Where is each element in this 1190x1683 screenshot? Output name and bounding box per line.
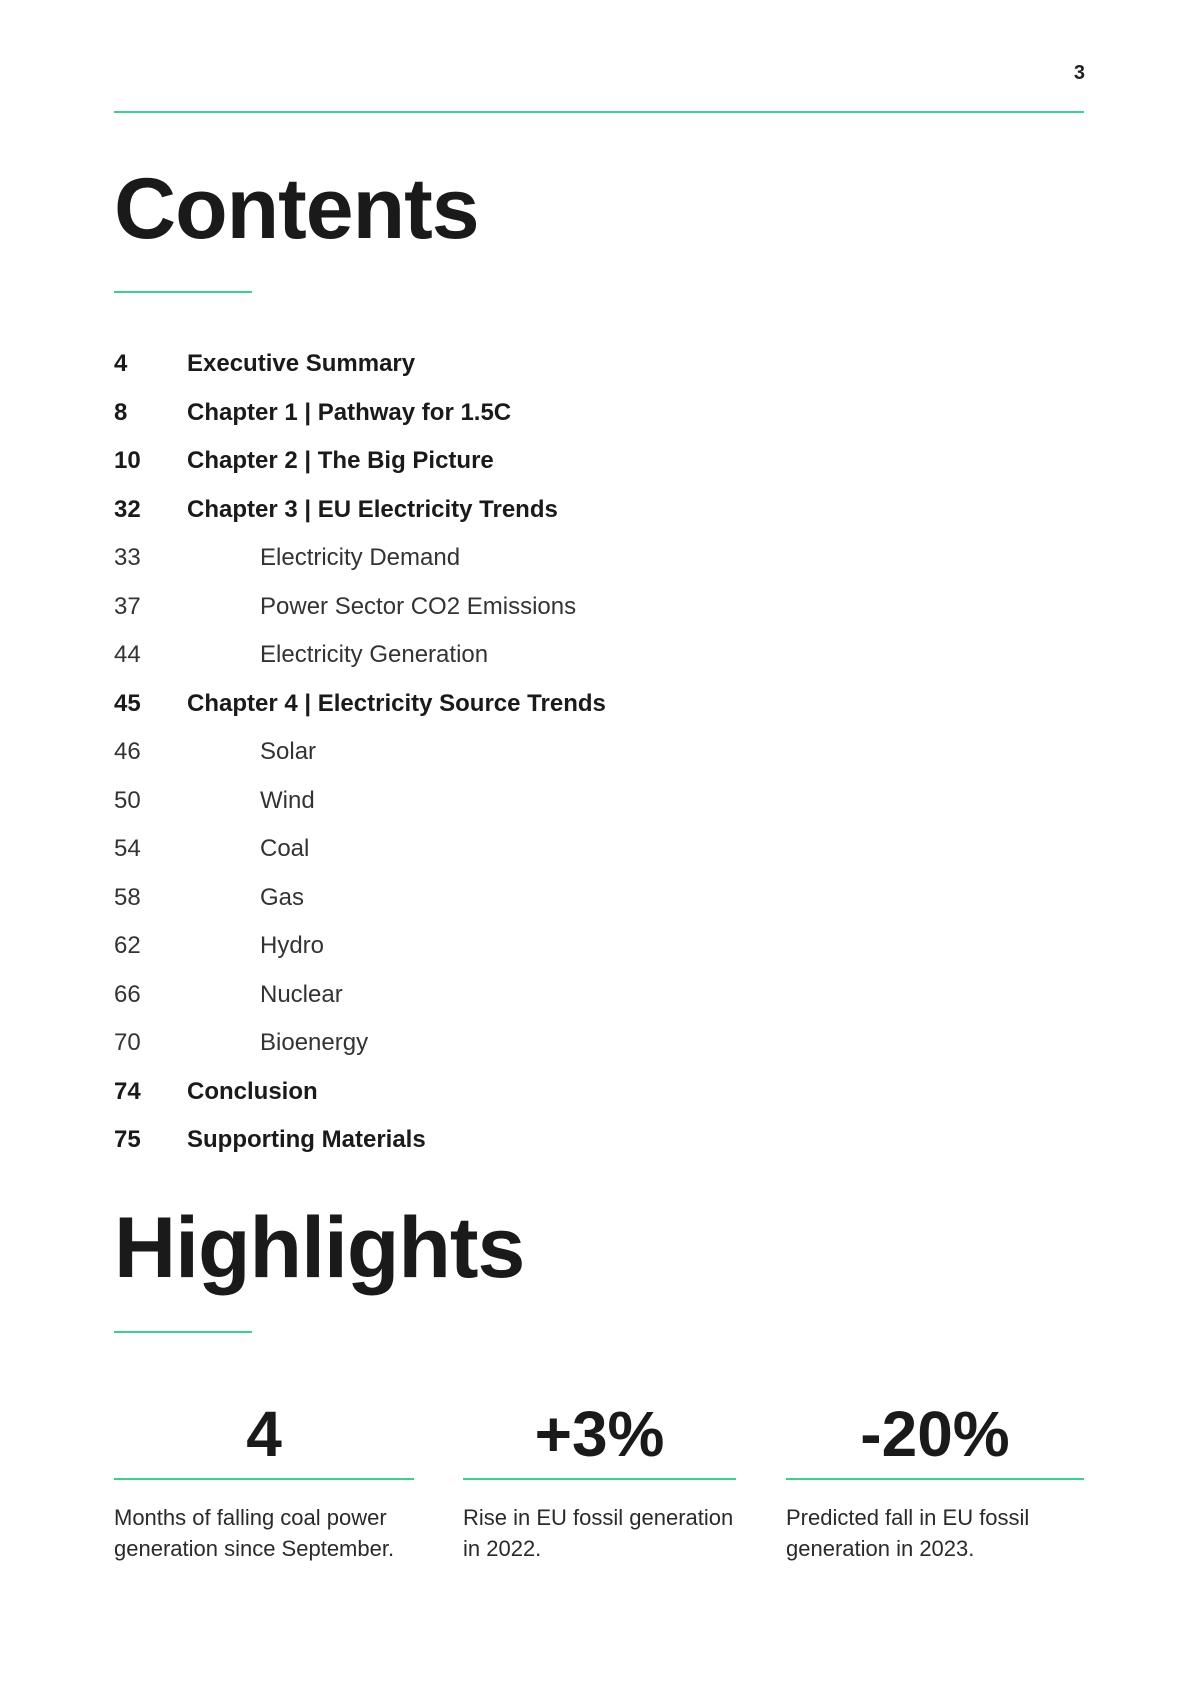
toc-page-number: 45 [114,689,141,717]
toc-entry-title: Chapter 3 | EU Electricity Trends [187,495,558,523]
toc-entry-title: Executive Summary [187,350,416,378]
table-of-contents [114,340,914,1165]
toc-entry[interactable] [114,486,914,535]
toc-subentry-title: Nuclear [260,980,343,1008]
contents-title: Contents [114,161,479,257]
toc-entry-title: Chapter 4 | Electricity Source Trends [187,689,606,717]
header-divider [114,111,1084,113]
toc-entry[interactable] [114,389,914,438]
toc-page-number: 37 [114,592,141,620]
toc-entry[interactable] [114,437,914,486]
toc-page-number: 8 [114,398,128,426]
toc-subentry[interactable] [114,534,914,583]
toc-subentry[interactable] [114,971,914,1020]
toc-entry-title: Chapter 2 | The Big Picture [187,447,494,475]
toc-subentry-title: Solar [260,738,317,766]
contents-title-underline [114,291,252,293]
toc-page-number: 44 [114,641,141,669]
toc-page-number: 33 [114,544,141,572]
toc-subentry[interactable] [114,1019,914,1068]
highlight-description: Rise in EU fossil generation in 2022. [463,1505,734,1561]
highlight-card [786,1390,1084,1564]
toc-subentry[interactable] [114,631,914,680]
toc-subentry-title: Wind [260,786,315,814]
toc-subentry-title: Coal [260,835,310,863]
toc-entry-title: Supporting Materials [187,1126,426,1154]
highlight-divider [786,1478,1084,1480]
highlight-divider [114,1478,414,1480]
highlight-card [463,1390,736,1564]
toc-page-number: 75 [114,1126,141,1154]
toc-page-number: 66 [114,980,141,1008]
toc-entry[interactable] [114,1116,914,1165]
toc-subentry[interactable] [114,728,914,777]
highlight-value: +3% [534,1398,665,1470]
toc-entry-title: Chapter 1 | Pathway for 1.5C [187,398,512,426]
toc-page-number: 62 [114,932,141,960]
toc-page-number: 70 [114,1029,141,1057]
toc-subentry[interactable] [114,825,914,874]
toc-subentry[interactable] [114,583,914,632]
toc-entry[interactable] [114,1068,914,1117]
highlight-description: Months of falling coal power generation since September. [114,1505,395,1561]
highlight-value: 4 [246,1398,282,1470]
toc-subentry-title: Gas [260,883,305,911]
highlights-title: Highlights [114,1200,525,1296]
page-number: 3 [1073,62,1085,84]
toc-subentry-title: Power Sector CO2 Emissions [260,592,577,620]
highlights-title-underline [114,1331,252,1333]
toc-subentry-title: Electricity Demand [260,544,461,572]
toc-subentry-title: Bioenergy [260,1029,369,1057]
toc-page-number: 50 [114,786,141,814]
toc-entry[interactable] [114,680,914,729]
highlight-value: -20% [860,1398,1010,1470]
toc-page-number: 10 [114,447,141,475]
toc-subentry[interactable] [114,874,914,923]
toc-subentry-title: Electricity Generation [260,641,489,669]
highlights-section [0,1390,1190,1590]
highlight-card [114,1390,414,1564]
toc-entry[interactable] [114,340,914,389]
toc-page-number: 74 [114,1077,141,1105]
toc-subentry-title: Hydro [260,932,325,960]
toc-page-number: 4 [114,350,128,378]
toc-subentry[interactable] [114,777,914,826]
toc-page-number: 46 [114,738,141,766]
toc-page-number: 32 [114,495,141,523]
toc-subentry[interactable] [114,922,914,971]
highlight-divider [463,1478,736,1480]
toc-entry-title: Conclusion [187,1077,318,1105]
toc-page-number: 58 [114,883,141,911]
toc-page-number: 54 [114,835,141,863]
highlight-description: Predicted fall in EU fossil generation in 2023. [786,1505,1030,1561]
